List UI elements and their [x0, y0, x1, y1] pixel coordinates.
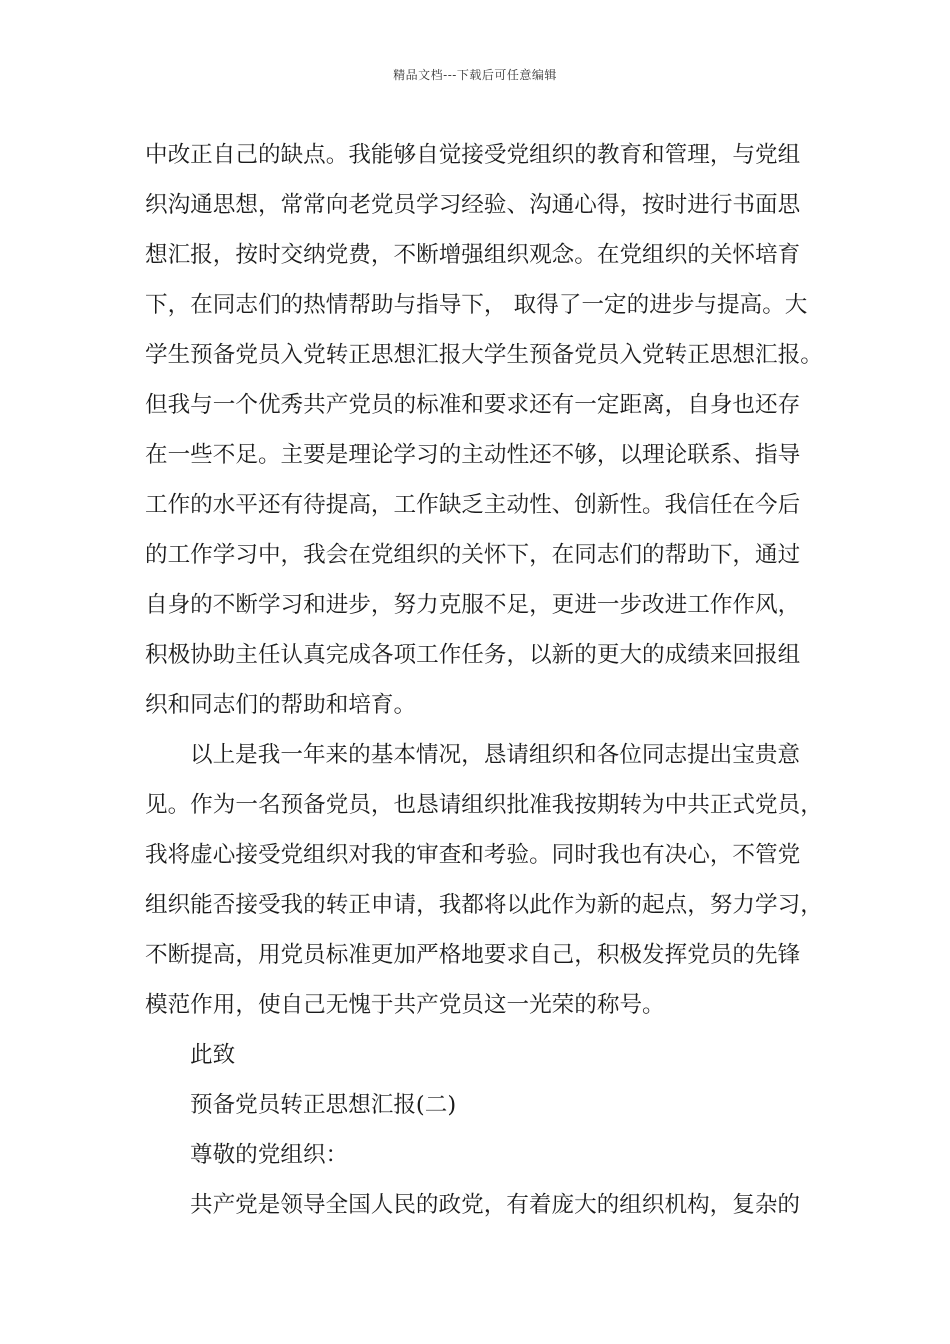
document-body — [145, 130, 825, 1230]
text-line: 但我与一个优秀共产党员的标准和要求还有一定距离，自身也还存 — [145, 392, 801, 418]
text-line: 的工作学习中，我会在党组织的关怀下，在同志们的帮助下，通过 — [145, 542, 801, 568]
paragraph — [145, 130, 825, 730]
text-line: 织沟通思想，常常向老党员学习经验、沟通心得，按时进行书面思 — [145, 192, 801, 218]
text-line: 见。作为一名预备党员，也恳请组织批准我按期转为中共正式党员， — [145, 792, 823, 818]
text-line: 学生预备党员入党转正思想汇报大学生预备党员入党转正思想汇报。 — [145, 342, 823, 368]
paragraph — [145, 730, 825, 1030]
text-line: 不断提高，用党员标准更加严格地要求自己，积极发挥党员的先锋 — [145, 942, 801, 968]
text-line: 积极协助主任认真完成各项工作任务，以新的更大的成绩来回报组 — [145, 642, 801, 668]
text-line: 织和同志们的帮助和培育。 — [145, 692, 417, 718]
text-line: 模范作用，使自己无愧于共产党员这一光荣的称号。 — [145, 992, 665, 1018]
section-title: 预备党员转正思想汇报(二) — [190, 1092, 457, 1118]
text-line: 我将虚心接受党组织对我的审查和考验。同时我也有决心，不管党 — [145, 842, 801, 868]
text-line: 在一些不足。主要是理论学习的主动性还不够，以理论联系、指导 — [145, 442, 801, 468]
text-line: 工作的水平还有待提高，工作缺乏主动性、创新性。我信任在今后 — [145, 492, 801, 518]
text-line: 下，在同志们的热情帮助与指导下， 取得了一定的进步与提高。大 — [145, 292, 808, 318]
text-line: 组织能否接受我的转正申请，我都将以此作为新的起点，努力学习， — [145, 892, 823, 918]
text-line: 中改正自己的缺点。我能够自觉接受党组织的教育和管理，与党组 — [145, 142, 801, 168]
page-header: 精品文档---下载后可任意编辑 — [393, 68, 557, 82]
closing-salutation: 此致 — [190, 1042, 236, 1068]
text-line: 共产党是领导全国人民的政党，有着庞大的组织机构，复杂的 — [190, 1192, 801, 1218]
text-line: 以上是我一年来的基本情况，恳请组织和各位同志提出宝贵意 — [190, 742, 801, 768]
salutation: 尊敬的党组织： — [190, 1142, 349, 1168]
text-line: 想汇报，按时交纳党费，不断增强组织观念。在党组织的关怀培育 — [145, 242, 801, 268]
text-line: 自身的不断学习和进步，努力克服不足，更进一步改进工作作风， — [145, 592, 801, 618]
